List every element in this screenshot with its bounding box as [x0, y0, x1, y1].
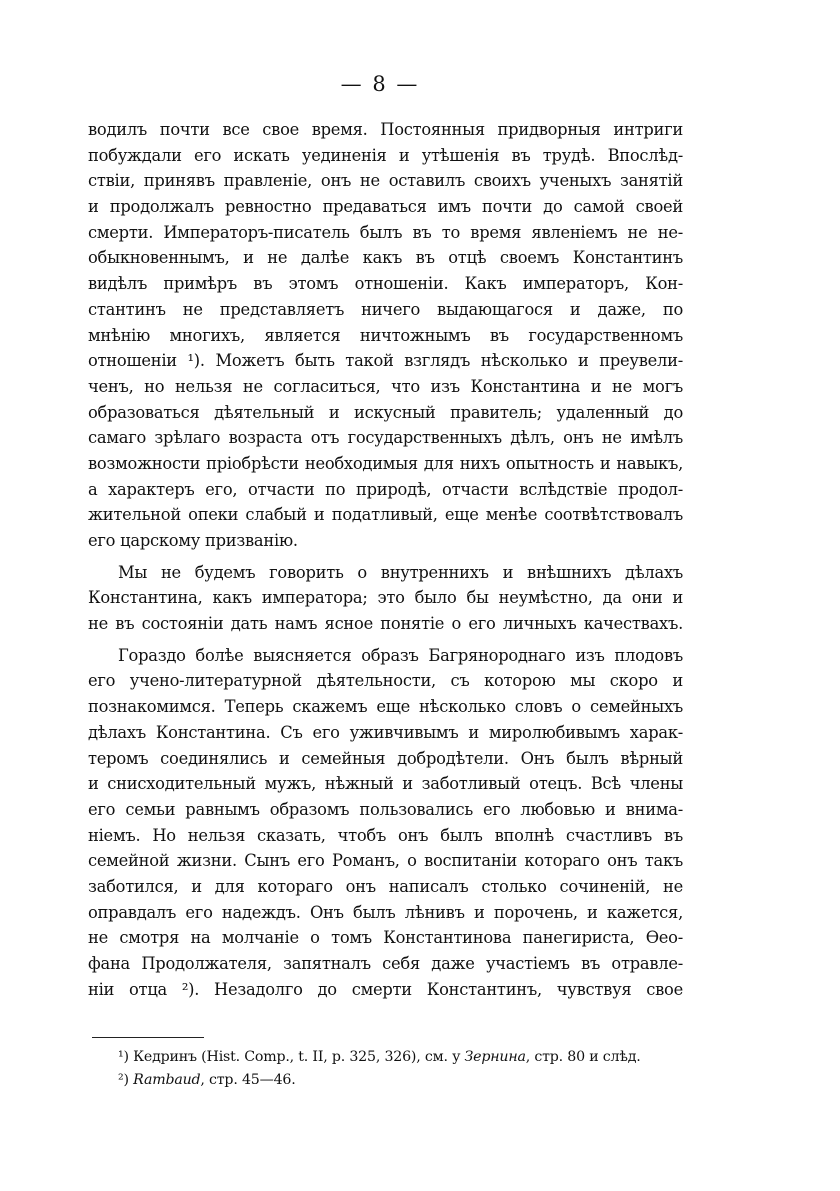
footnote-tail: , стр. 80 и слѣд. [525, 1049, 641, 1065]
text-line: смерти. Императоръ-писатель былъ въ то время явленіемъ не не- [88, 222, 683, 242]
text-line: дѣлахъ Константина. Съ его уживчивымъ и миролюбивымъ харак- [88, 722, 683, 742]
text-line: оправдалъ его надеждъ. Онъ былъ лѣнивъ и порочень, и кажется, [88, 902, 683, 922]
text-line: водилъ почти все свое время. Постоянныя придворныя интриги [88, 120, 683, 139]
text-line: возможности пріобрѣсти необходимыя для нихъ опытность и навыкъ, [88, 453, 683, 473]
page-number: — 8 — [340, 72, 420, 96]
text-line: его семьи равнымъ образомъ пользовались его любовью и внима- [88, 799, 683, 819]
text-line: Мы не будемъ говорить о внутреннихъ и внѣшнихъ дѣлахъ [118, 562, 683, 582]
text-line: и продолжалъ ревностно предаваться имъ почти до самой своей [88, 197, 683, 217]
text-line: стантинъ не представляетъ ничего выдающагося и даже, по [88, 299, 683, 319]
footnote-2 [118, 1069, 688, 1092]
text-line: его учено-литературной дѣятельности, съ которою мы скоро и [88, 671, 683, 691]
text-line: его царскому призванію. [88, 531, 298, 550]
text-line: ченъ, но нельзя не согласиться, что изъ Константина и не могъ [88, 376, 683, 396]
footnote-tail: , стр. 45—46. [200, 1072, 296, 1088]
text-line: отношеніи ¹). Можетъ быть такой взглядъ нѣсколько и преувели- [88, 351, 683, 371]
text-line: семейной жизни. Сынъ его Романъ, о воспитаніи котораго онъ такъ [88, 851, 683, 871]
body-text [88, 117, 683, 1002]
text-line: Гораздо болѣе выясняется образъ Багрянороднаго изъ плодовъ [118, 645, 683, 665]
text-line: ніи отца ²). Незадолго до смерти Константинъ, чувствуя свое [88, 979, 683, 999]
text-line: заботился, и для котораго онъ написалъ столько сочиненій, не [88, 876, 683, 896]
paragraph-3 [88, 643, 683, 1003]
text-line: обыкновеннымъ, и не далѣе какъ въ отцѣ своемъ Константинъ [88, 248, 683, 268]
footnote-divider [92, 1037, 204, 1038]
footnote-text: Кедринъ (Hist. Comp., t. II, p. 325, 326), см. у [133, 1049, 465, 1065]
footnote-1 [118, 1046, 688, 1069]
text-line: самаго зрѣлаго возраста отъ государственныхъ дѣлъ, онъ не имѣлъ [88, 428, 683, 448]
footnote-mark: ¹) [118, 1049, 129, 1065]
text-line: мнѣнію многихъ, является ничтожнымъ въ государственномъ [88, 325, 683, 345]
text-line: а характеръ его, отчасти по природѣ, отчасти вслѣдствіе продол- [88, 479, 683, 499]
text-line: фана Продолжателя, запятналъ себя даже участіемъ въ отравле- [88, 954, 683, 973]
text-line: жительной опеки слабый и податливый, еще менѣе соотвѣтствовалъ [88, 505, 683, 525]
text-line: образоваться дѣятельный и искусный правитель; удаленный до [88, 402, 683, 422]
text-line: и снисходительный мужъ, нѣжный и заботливый отецъ. Всѣ члены [88, 774, 683, 794]
footnote-mark: ²) [118, 1072, 129, 1088]
text-line: не смотря на молчаніе о томъ Константинова панегириста, Ѳео- [88, 928, 683, 948]
text-line: Константина, какъ императора; это было бы неумѣстно, да они и [88, 588, 683, 608]
footnote-italic: Rambaud [133, 1072, 201, 1088]
text-line: познакомимся. Теперь скажемъ еще нѣсколько словъ о семейныхъ [88, 697, 683, 717]
text-line: побуждали его искать уединенія и утѣшенія въ трудѣ. Впослѣд- [88, 145, 683, 165]
footnotes [118, 1046, 688, 1092]
text-line: ствіи, принявъ правленіе, онъ не оставилъ своихъ ученыхъ занятій [88, 171, 683, 191]
text-line: не въ состояніи дать намъ ясное понятіе о его личныхъ качествахъ. [88, 614, 683, 634]
footnote-italic: Зернина [464, 1049, 526, 1065]
paragraph-1 [88, 117, 683, 554]
text-line: теромъ соединялись и семейныя добродѣтели. Онъ былъ вѣрный [88, 748, 683, 768]
text-line: ніемъ. Но нельзя сказать, чтобъ онъ былъ вполнѣ счастливъ въ [88, 825, 683, 845]
paragraph-2 [88, 560, 683, 637]
text-line: видѣлъ примѣръ въ этомъ отношеніи. Какъ императоръ, Кон- [88, 274, 683, 294]
